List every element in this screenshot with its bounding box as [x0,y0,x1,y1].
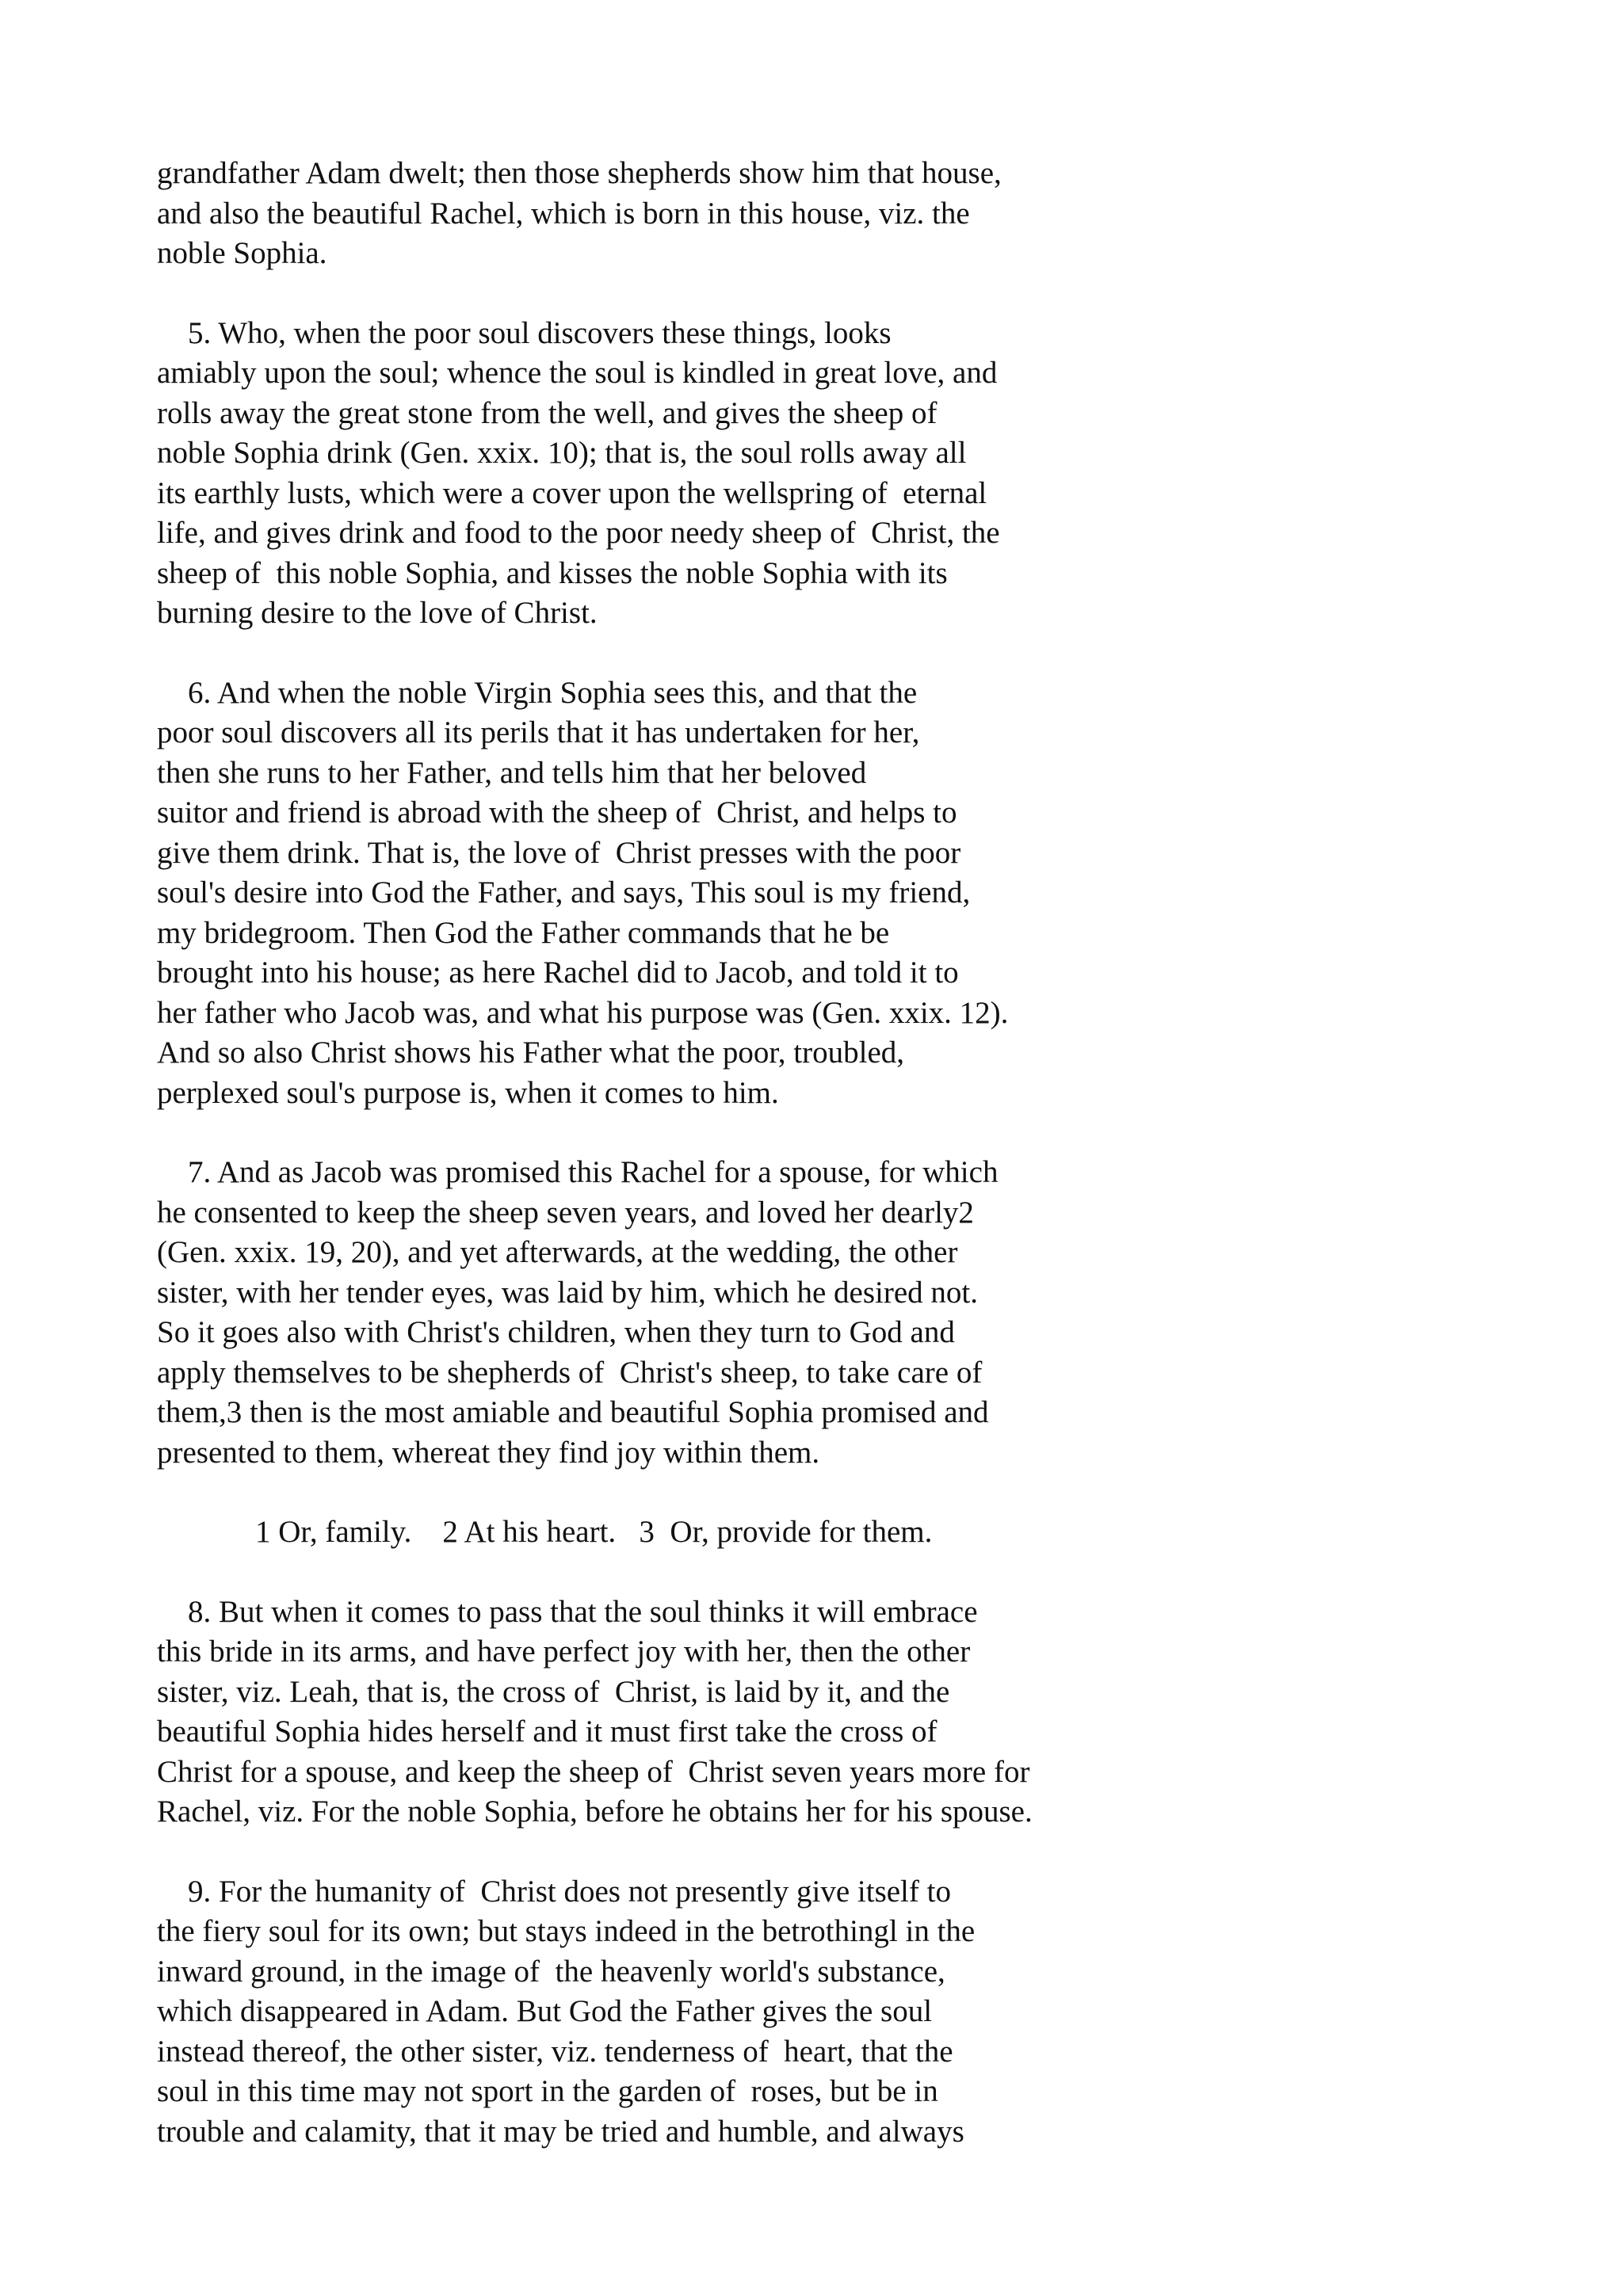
text-line: 7. And as Jacob was promised this Rachel for a spouse, for which [157,1155,999,1189]
text-line: noble Sophia drink (Gen. xxix. 10); that is, the soul rolls away all [157,436,967,470]
paragraph-9 [157,1872,1282,2153]
text-line: sister, viz. Leah, that is, the cross of Christ, is laid by it, and the [157,1674,950,1709]
paragraph-continuation [157,154,1282,274]
text-line: brought into his house; as here Rachel did to Jacob, and told it to [157,955,959,990]
text-line: poor soul discovers all its perils that it has undertaken for her, [157,715,920,749]
text-line: then she runs to her Father, and tells him that her beloved [157,755,867,790]
text-line: And so also Christ shows his Father what the poor, troubled, [157,1035,905,1070]
text-line: (Gen. xxix. 19, 20), and yet afterwards, at the wedding, the other [157,1235,958,1269]
footnotes [157,1512,1282,1553]
text-line: apply themselves to be shepherds of Christ's sheep, to take care of [157,1355,983,1390]
text-line: amiably upon the soul; whence the soul is kindled in great love, and [157,356,998,390]
text-line: sister, with her tender eyes, was laid by him, which he desired not. [157,1275,979,1310]
text-line: her father who Jacob was, and what his purpose was (Gen. xxix. 12). [157,995,1009,1030]
text-line: sheep of this noble Sophia, and kisses the noble Sophia with its [157,555,948,590]
text-line: the fiery soul for its own; but stays indeed in the betrothingl in the [157,1914,976,1948]
text-line: soul in this time may not sport in the garden of roses, but be in [157,2074,938,2108]
text-line: noble Sophia. [157,236,327,270]
paragraph-7 [157,1153,1282,1473]
text-line: 5. Who, when the poor soul discovers these things, looks [157,315,892,350]
text-line: 8. But when it comes to pass that the soul thinks it will embrace [157,1594,978,1629]
text-line: grandfather Adam dwelt; then those shepherds show him that house, [157,156,1002,190]
text-line: he consented to keep the sheep seven years, and loved her dearly2 [157,1195,974,1230]
text-line: instead thereof, the other sister, viz. tenderness of heart, that the [157,2034,953,2069]
text-line: my bridegroom. Then God the Father commands that he be [157,915,890,950]
paragraph-8 [157,1592,1282,1833]
text-line: 9. For the humanity of Christ does not presently give itself to [157,1874,951,1909]
text-line: Christ for a spouse, and keep the sheep of Christ seven years more for [157,1754,1030,1789]
text-line: inward ground, in the image of the heavenly world's substance, [157,1954,945,1989]
text-line: give them drink. That is, the love of Christ presses with the poor [157,835,961,870]
text-line: which disappeared in Adam. But God the Father gives the soul [157,1994,933,2028]
text-line: life, and gives drink and food to the poor needy sheep of Christ, the [157,516,1000,550]
paragraph-5 [157,314,1282,634]
text-line: and also the beautiful Rachel, which is born in this house, viz. the [157,196,970,231]
text-line: beautiful Sophia hides herself and it must first take the cross of [157,1714,938,1749]
text-line: Rachel, viz. For the noble Sophia, before he obtains her for his spouse. [157,1794,1033,1829]
text-line: So it goes also with Christ's children, when they turn to God and [157,1315,955,1349]
paragraph-6 [157,673,1282,1114]
text-line: soul's desire into God the Father, and says, This soul is my friend, [157,875,971,910]
text-line: perplexed soul's purpose is, when it comes to him. [157,1075,779,1110]
text-line: rolls away the great stone from the well, and gives the sheep of [157,395,938,430]
text-line: 6. And when the noble Virgin Sophia sees this, and that the [157,675,918,710]
body-text [157,154,1282,2191]
footnote-line: 1 Or, family. 2 At his heart. 3 Or, provide for them. [255,1515,933,1549]
text-line: them,3 then is the most amiable and beautiful Sophia promised and [157,1395,989,1429]
text-line: this bride in its arms, and have perfect joy with her, then the other [157,1634,971,1669]
text-line: trouble and calamity, that it may be tried and humble, and always [157,2114,964,2149]
text-line: suitor and friend is abroad with the sheep of Christ, and helps to [157,795,957,830]
text-line: its earthly lusts, which were a cover upon the wellspring of eternal [157,475,987,510]
text-line: burning desire to the love of Christ. [157,596,598,630]
text-line: presented to them, whereat they find joy within them. [157,1435,820,1470]
